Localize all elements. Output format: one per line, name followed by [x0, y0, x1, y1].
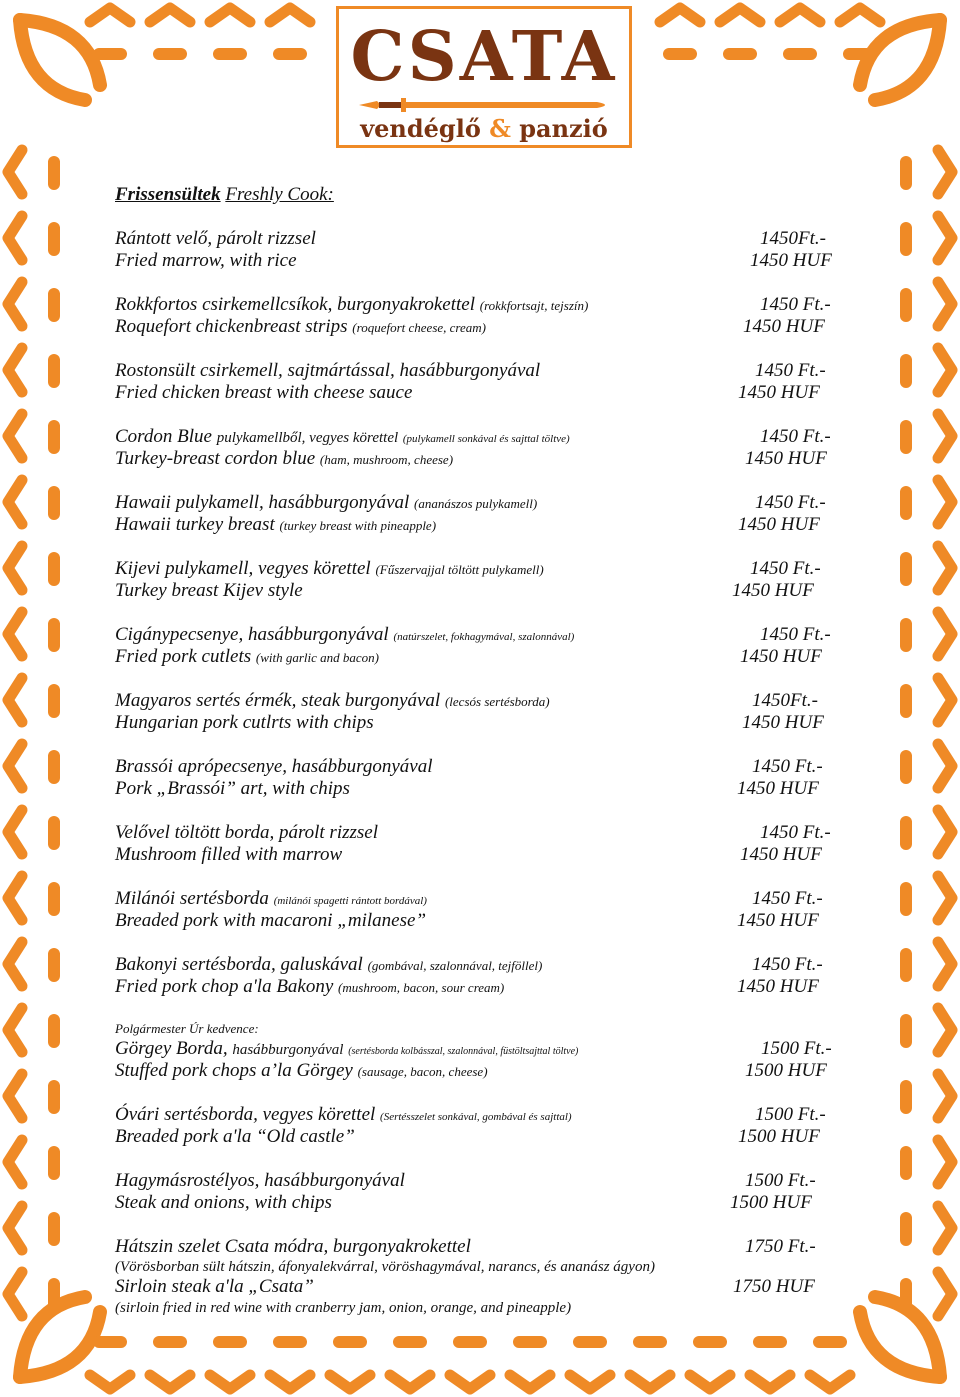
- menu-item-hu-line: [115, 756, 860, 779]
- menu-items: [115, 207, 860, 999]
- menu-item-hu-note: (ananászos pulykamell): [414, 495, 538, 511]
- menu-item-hu-name: Cordon Blue: [115, 425, 212, 447]
- menu-item-hu-name: Hagymásrostélyos, hasábburgonyával: [115, 1169, 405, 1191]
- menu-item-hu-note: (milánói spagetti rántott bordával): [273, 894, 427, 907]
- menu-item-en-name: Fried pork chop a'la Bakony: [115, 976, 334, 997]
- menu-item-en-name: Breaded pork a'la “Old castle”: [115, 1126, 355, 1147]
- menu-item-hu-note: (rokkfortsajt, tejszín): [479, 297, 589, 313]
- heading-hu: Frissensültek: [115, 184, 221, 205]
- menu-item-en-name: Turkey breast Kijev style: [115, 580, 303, 601]
- menu-item-en-name: Turkey-breast cordon blue: [115, 448, 316, 469]
- menu-item-en-name: Hungarian pork cutlrts with chips: [115, 712, 374, 733]
- menu-item-en-note: (turkey breast with pineapple): [279, 518, 437, 533]
- menu-item-hu-note: (lecsós sertésborda): [444, 693, 550, 709]
- gorgey-en-name: Stuffed pork chops a’la Görgey: [115, 1060, 353, 1081]
- logo-brand-name: CSATA: [350, 17, 618, 97]
- gorgey-hu-side: hasábburgonyával: [232, 1041, 344, 1058]
- gorgey-hu-name: Görgey Borda,: [115, 1037, 228, 1059]
- menu-item-price-en: 1450 HUF: [737, 976, 819, 997]
- menu-item-en-line: [115, 382, 860, 405]
- menu-item-hu-note: (gombával, szalonnával, tejföllel): [367, 957, 543, 973]
- gorgey-price-en: 1500 HUF: [745, 1060, 827, 1081]
- menu-item-en-line: [115, 712, 860, 735]
- menu-item-en-line: [115, 580, 860, 603]
- menu-item-en-name: Fried pork cutlets: [115, 646, 252, 667]
- menu-item-hu-name: Velővel töltött borda, párolt rizzsel: [115, 821, 379, 843]
- menu-item-price-hu: 1450 Ft.-: [750, 557, 821, 579]
- menu-item-en-line: [115, 1126, 860, 1149]
- heading-en: Freshly Cook:: [225, 184, 334, 205]
- menu-item-hu-line: [115, 492, 860, 515]
- gorgey-price-hu: 1500 Ft.-: [761, 1037, 832, 1059]
- menu-item-hu-line: [115, 624, 860, 647]
- menu-item-hu-name: Rostonsült csirkemell, sajtmártással, hasábburgonyával: [115, 359, 541, 381]
- menu-item-price-hu: 1450Ft.-: [752, 689, 818, 711]
- menu-list: [115, 184, 860, 1317]
- sword-icon: [357, 97, 615, 113]
- menu-item-hu-line: [115, 228, 860, 251]
- menu-item-en-name: Mushroom filled with marrow: [115, 844, 343, 865]
- menu-item-price-en: 1450 HUF: [740, 844, 822, 865]
- menu-item-en-name: Breaded pork with macaroni „milanese”: [115, 910, 427, 931]
- menu-items-2: [115, 1083, 860, 1215]
- gorgey-en-line: [115, 1060, 860, 1083]
- restaurant-logo: [336, 6, 632, 148]
- menu-heading: [115, 184, 860, 207]
- menu-item-hu-note: (natúrszelet, fokhagymával, szalonnával): [393, 630, 575, 643]
- menu-item-hu-name: Bakonyi sertésborda, galuskával: [115, 953, 363, 975]
- menu-item-price-en: 1450 HUF: [732, 580, 814, 601]
- menu-item-en-line: [115, 844, 860, 867]
- special-en-desc: (sirloin fried in red wine with cranberry jam, onion, orange, and pineapple): [115, 1299, 572, 1316]
- menu-item-en-note: (roquefort cheese, cream): [352, 320, 486, 335]
- menu-item-price-hu: 1450 Ft.-: [755, 491, 826, 513]
- menu-item-price-hu: 1450 Ft.-: [760, 623, 831, 645]
- menu-item-hu-name: Rántott velő, párolt rizzsel: [115, 227, 316, 249]
- menu-item-price-en: 1450 HUF: [745, 448, 827, 469]
- special-hu-line: [115, 1236, 860, 1259]
- menu-item-price-hu: 1450 Ft.-: [760, 293, 831, 315]
- menu-item-en-name: Fried chicken breast with cheese sauce: [115, 382, 413, 403]
- menu-item-en-note: (with garlic and bacon): [255, 650, 380, 665]
- menu-item-hu-line: [115, 558, 860, 581]
- menu-item-price-en: 1500 HUF: [738, 1126, 820, 1147]
- menu-item-hu-line: [115, 1104, 860, 1127]
- menu-item-en-note: (mushroom, bacon, sour cream): [338, 980, 505, 995]
- menu-item-hu-line: [115, 1170, 860, 1193]
- menu-item-hu-line: [115, 690, 860, 713]
- menu-item-hu-name: Kijevi pulykamell, vegyes körettel: [115, 557, 371, 579]
- logo-subtitle-panzio: panzió: [519, 114, 608, 143]
- menu-item-hu-name: Magyaros sertés érmék, steak burgonyával: [115, 689, 441, 711]
- menu-item-price-en: 1450 HUF: [742, 712, 824, 733]
- menu-item-price-hu: 1450 Ft.-: [755, 359, 826, 381]
- special-en-name: Sirloin steak a'la „Csata”: [115, 1276, 314, 1297]
- gorgey-en-note: (sausage, bacon, cheese): [357, 1064, 488, 1079]
- special-en-line: [115, 1276, 860, 1299]
- gorgey-hu-line: [115, 1038, 860, 1061]
- menu-item-price-en: 1450 HUF: [737, 778, 819, 799]
- menu-item-hu-note: (Fűszervajjal töltött pulykamell): [375, 561, 544, 577]
- menu-item-hu-line: [115, 294, 860, 317]
- menu-item-price-en: 1500 HUF: [730, 1192, 812, 1213]
- menu-item-en-line: [115, 250, 860, 273]
- menu-item-hu-line: [115, 426, 860, 449]
- menu-item-price-hu: 1450 Ft.-: [760, 821, 831, 843]
- special-hu-desc: (Vörösborban sült hátszin, áfonyalekvárral, vöröshagymával, narancs, és ananász ágyon): [115, 1259, 655, 1275]
- logo-subtitle: [339, 115, 629, 143]
- menu-item-en-line: [115, 646, 860, 669]
- menu-item-en-line: [115, 514, 860, 537]
- menu-item-hu-name: Brassói aprópecsenye, hasábburgonyával: [115, 755, 433, 777]
- menu-item-price-en: 1450 HUF: [743, 316, 825, 337]
- menu-item-price-en: 1450 HUF: [738, 382, 820, 403]
- menu-item-hu-side: pulykamellből, vegyes körettel: [216, 429, 399, 446]
- menu-item-en-line: [115, 1192, 860, 1215]
- logo-subtitle-vendeglo: vendéglő: [360, 114, 481, 143]
- menu-item-price-en: 1450 HUF: [737, 910, 819, 931]
- menu-item-price-hu: 1450Ft.-: [760, 227, 826, 249]
- menu-item-price-hu: 1500 Ft.-: [755, 1103, 826, 1125]
- menu-item-hu-line: [115, 822, 860, 845]
- special-price-hu: 1750 Ft.-: [745, 1235, 816, 1257]
- gorgey-caption: Polgármester Úr kedvence:: [115, 1020, 259, 1036]
- menu-item-en-line: [115, 976, 860, 999]
- menu-item-en-line: [115, 778, 860, 801]
- menu-item-en-name: Hawaii turkey breast: [115, 514, 275, 535]
- menu-item-price-en: 1450 HUF: [738, 514, 820, 535]
- menu-item-hu-name: Cigánypecsenye, hasábburgonyával: [115, 623, 389, 645]
- menu-item-en-line: [115, 448, 860, 471]
- menu-item-price-hu: 1500 Ft.-: [745, 1169, 816, 1191]
- menu-item-en-line: [115, 316, 860, 339]
- menu-item-en-line: [115, 910, 860, 933]
- logo-ampersand: &: [489, 114, 511, 143]
- menu-item-en-name: Fried marrow, with rice: [115, 250, 297, 271]
- menu-item-hu-line: [115, 954, 860, 977]
- menu-item-hu-name: Hawaii pulykamell, hasábburgonyával: [115, 491, 410, 513]
- menu-item-hu-name: Rokkfortos csirkemellcsíkok, burgonyakrokettel: [115, 293, 475, 315]
- special-price-en: 1750 HUF: [733, 1276, 815, 1297]
- menu-item-hu-note: (pulykamell sonkával és sajttal töltve): [402, 432, 570, 445]
- menu-item-en-name: Steak and onions, with chips: [115, 1192, 332, 1213]
- menu-item-hu-note: (Sertésszelet sonkával, gombával és sajttal): [380, 1110, 572, 1123]
- menu-item-price-hu: 1450 Ft.-: [752, 953, 823, 975]
- menu-item-price-hu: 1450 Ft.-: [760, 425, 831, 447]
- menu-item-en-name: Pork „Brassói” art, with chips: [115, 778, 350, 799]
- menu-item-hu-name: Óvári sertésborda, vegyes körettel: [115, 1103, 376, 1125]
- menu-item-en-note: (ham, mushroom, cheese): [319, 452, 454, 467]
- menu-item-price-hu: 1450 Ft.-: [752, 755, 823, 777]
- special-hu-name: Hátszin szelet Csata módra, burgonyakrokettel: [115, 1235, 471, 1257]
- gorgey-hu-note: (sertésborda kolbásszal, szalonnával, füstöltsajttal töltve): [348, 1045, 579, 1057]
- menu-item-price-en: 1450 HUF: [750, 250, 832, 271]
- menu-item-price-hu: 1450 Ft.-: [752, 887, 823, 909]
- menu-item-en-name: Roquefort chickenbreast strips: [115, 316, 348, 337]
- menu-item-price-en: 1450 HUF: [740, 646, 822, 667]
- menu-item-hu-line: [115, 888, 860, 911]
- menu-item-hu-name: Milánói sertésborda: [115, 887, 269, 909]
- menu-item-hu-line: [115, 360, 860, 383]
